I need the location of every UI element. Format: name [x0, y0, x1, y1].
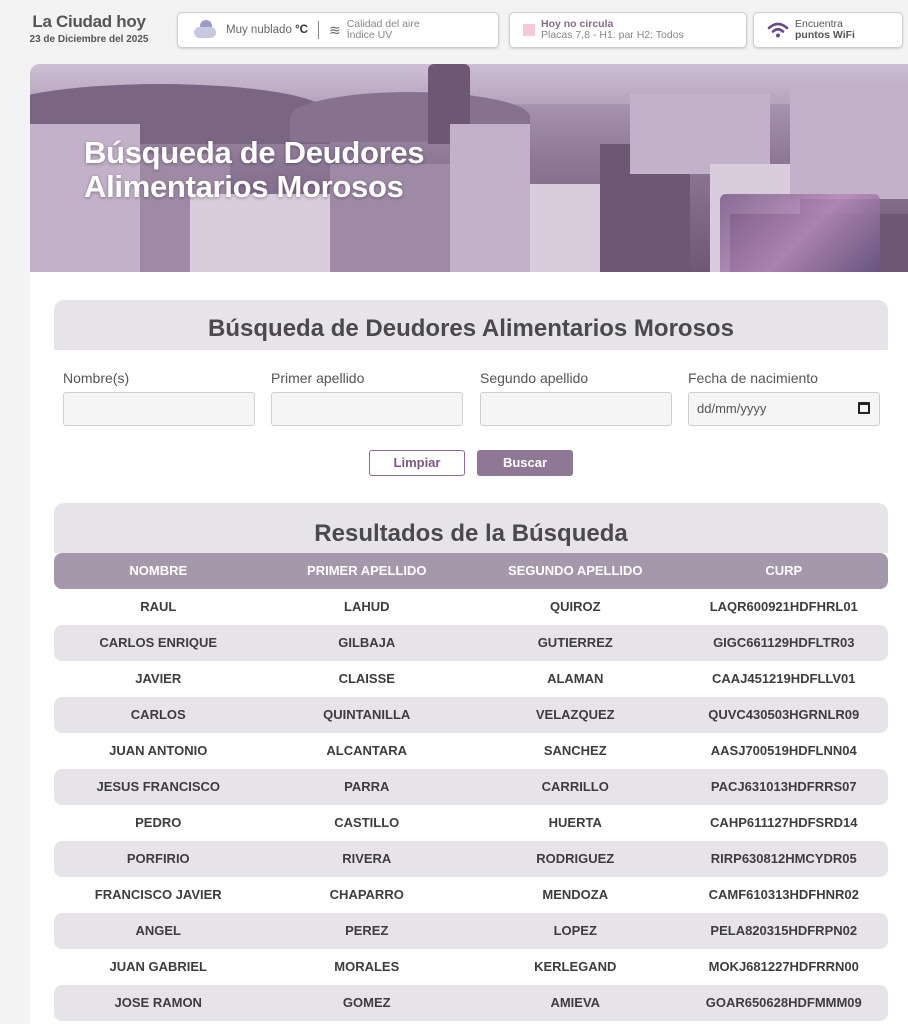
table-row	[54, 877, 888, 913]
primer-apellido-label: Primer apellido	[271, 370, 365, 386]
cell-primer-apellido: QUINTANILLA	[323, 707, 411, 722]
table-row	[54, 589, 888, 625]
segundo-apellido-input[interactable]	[480, 392, 672, 426]
cell-segundo-apellido: MENDOZA	[542, 887, 609, 902]
city-today-title: La Ciudad hoy	[32, 12, 146, 31]
clear-button[interactable]: Limpiar	[369, 450, 465, 476]
segundo-apellido-field-group	[480, 370, 672, 426]
cell-primer-apellido: CHAPARRO	[329, 887, 404, 902]
table-row	[54, 985, 888, 1021]
primer-apellido-field-group	[271, 370, 463, 426]
cell-nombre: RAUL	[140, 599, 177, 614]
nombre-field-group	[63, 370, 255, 426]
column-header-segundo-apellido: SEGUNDO APELLIDO	[507, 563, 643, 578]
table-row	[54, 841, 888, 877]
cell-segundo-apellido: LOPEZ	[553, 923, 597, 938]
results-table-header	[54, 553, 888, 589]
table-row	[54, 913, 888, 949]
cell-nombre: FRANCISCO JAVIER	[94, 887, 222, 902]
main-content	[30, 272, 908, 1024]
cell-segundo-apellido: QUIROZ	[549, 599, 601, 614]
fecha-input[interactable]	[688, 392, 880, 426]
cell-primer-apellido: GILBAJA	[338, 635, 396, 650]
cell-primer-apellido: CLAISSE	[338, 671, 395, 686]
cell-curp: AASJ700519HDFLNN04	[710, 743, 857, 758]
weather-widget[interactable]	[177, 12, 499, 48]
wifi-icon	[767, 21, 789, 39]
table-row	[54, 769, 888, 805]
cell-curp: MOKJ681227HDFRRN00	[708, 959, 859, 974]
wifi-line2: puntos WiFi	[795, 29, 855, 41]
banner-title	[84, 136, 424, 204]
cell-nombre: CARLOS ENRIQUE	[99, 635, 218, 650]
segundo-apellido-label: Segundo apellido	[480, 370, 589, 386]
table-row	[54, 625, 888, 661]
calendar-icon[interactable]	[858, 402, 870, 414]
no-circula-color-icon	[523, 24, 535, 36]
banner-title-line1: Búsqueda de Deudores	[84, 135, 425, 170]
cell-nombre: JUAN ANTONIO	[109, 743, 208, 758]
table-row	[54, 949, 888, 985]
weather-text	[226, 24, 308, 36]
cell-curp: RIRP630812HMCYDR05	[710, 851, 857, 866]
column-header-nombre: NOMBRE	[129, 563, 188, 578]
air-quality[interactable]	[347, 19, 420, 41]
results-heading: Resultados de la Búsqueda	[54, 503, 888, 553]
cell-curp: CAAJ451219HDFLLV01	[711, 671, 856, 686]
wifi-widget[interactable]	[753, 12, 903, 48]
wifi-line1: Encuentra	[795, 18, 843, 30]
fecha-label: Fecha de nacimiento	[688, 370, 818, 386]
cell-primer-apellido: CASTILLO	[334, 815, 400, 830]
banner-title-line2: Alimentarios Morosos	[84, 169, 404, 204]
cell-segundo-apellido: ALAMAN	[547, 671, 604, 686]
top-bar	[0, 0, 908, 56]
fecha-placeholder: dd/mm/yyyy	[697, 401, 767, 416]
cell-curp: LAQR600921HDFHRL01	[709, 599, 858, 614]
cell-primer-apellido: MORALES	[334, 959, 400, 974]
hero-banner	[30, 64, 908, 272]
cell-segundo-apellido: SANCHEZ	[543, 743, 607, 758]
cell-curp: GIGC661129HDFLTR03	[713, 635, 855, 650]
divider	[318, 21, 319, 39]
page-gutter	[0, 56, 30, 1024]
cell-primer-apellido: LAHUD	[344, 599, 390, 614]
table-row	[54, 733, 888, 769]
no-circula-title: Hoy no circula	[541, 18, 614, 30]
table-row	[54, 805, 888, 841]
cell-primer-apellido: GOMEZ	[342, 995, 391, 1010]
cell-primer-apellido: PEREZ	[345, 923, 389, 938]
cell-primer-apellido: PARRA	[344, 779, 390, 794]
cell-nombre: JAVIER	[135, 671, 182, 686]
uv-index-label: Índice UV	[346, 29, 393, 41]
wind-icon: ≋	[328, 21, 341, 38]
cell-segundo-apellido: VELAZQUEZ	[535, 707, 615, 722]
results-table-body	[54, 589, 888, 1021]
weather-unit: °C	[295, 24, 308, 36]
table-row	[54, 697, 888, 733]
column-header-curp: CURP	[765, 563, 803, 578]
cell-nombre: CARLOS	[130, 707, 186, 722]
cell-nombre: PEDRO	[135, 815, 182, 830]
cell-segundo-apellido: RODRIGUEZ	[536, 851, 615, 866]
cell-segundo-apellido: GUTIERREZ	[537, 635, 613, 650]
primer-apellido-input[interactable]	[271, 392, 463, 426]
city-today-date: 23 de Diciembre del 2025	[29, 34, 149, 45]
city-today[interactable]	[4, 12, 174, 45]
cell-curp: QUVC430503HGRNLR09	[708, 707, 860, 722]
cell-segundo-apellido: CARRILLO	[541, 779, 609, 794]
cell-segundo-apellido: AMIEVA	[550, 995, 601, 1010]
hoy-no-circula-widget[interactable]	[509, 12, 747, 48]
search-button[interactable]: Buscar	[477, 450, 573, 476]
cell-curp: PACJ631013HDFRRS07	[710, 779, 857, 794]
nombre-input[interactable]	[63, 392, 255, 426]
cell-curp: PELA820315HDFRPN02	[710, 923, 858, 938]
cell-primer-apellido: RIVERA	[342, 851, 392, 866]
cell-nombre: JUAN GABRIEL	[109, 959, 207, 974]
cell-curp: GOAR650628HDFMMM09	[705, 995, 862, 1010]
cell-nombre: JOSE RAMON	[114, 995, 202, 1010]
cell-primer-apellido: ALCANTARA	[326, 743, 408, 758]
search-heading: Búsqueda de Deudores Alimentarios Morosos	[54, 300, 888, 350]
cell-nombre: ANGEL	[135, 923, 181, 938]
cell-nombre: JESUS FRANCISCO	[96, 779, 221, 794]
no-circula-detail: Placas 7,8 - H1: par H2: Todos	[541, 29, 684, 41]
fecha-field-group	[688, 370, 880, 426]
cell-curp: CAHP611127HDFSRD14	[710, 815, 858, 830]
cell-segundo-apellido: KERLEGAND	[534, 959, 617, 974]
cell-curp: CAMF610313HDFHNR02	[708, 887, 859, 902]
table-row	[54, 661, 888, 697]
air-quality-label: Calidad del aire	[346, 18, 420, 30]
cell-segundo-apellido: HUERTA	[548, 815, 602, 830]
nombre-label: Nombre(s)	[63, 370, 130, 386]
cloudy-weather-icon	[192, 19, 220, 41]
weather-condition: Muy nublado	[226, 24, 292, 36]
cell-nombre: PORFIRIO	[126, 851, 190, 866]
column-header-primer-apellido: PRIMER APELLIDO	[307, 563, 427, 578]
